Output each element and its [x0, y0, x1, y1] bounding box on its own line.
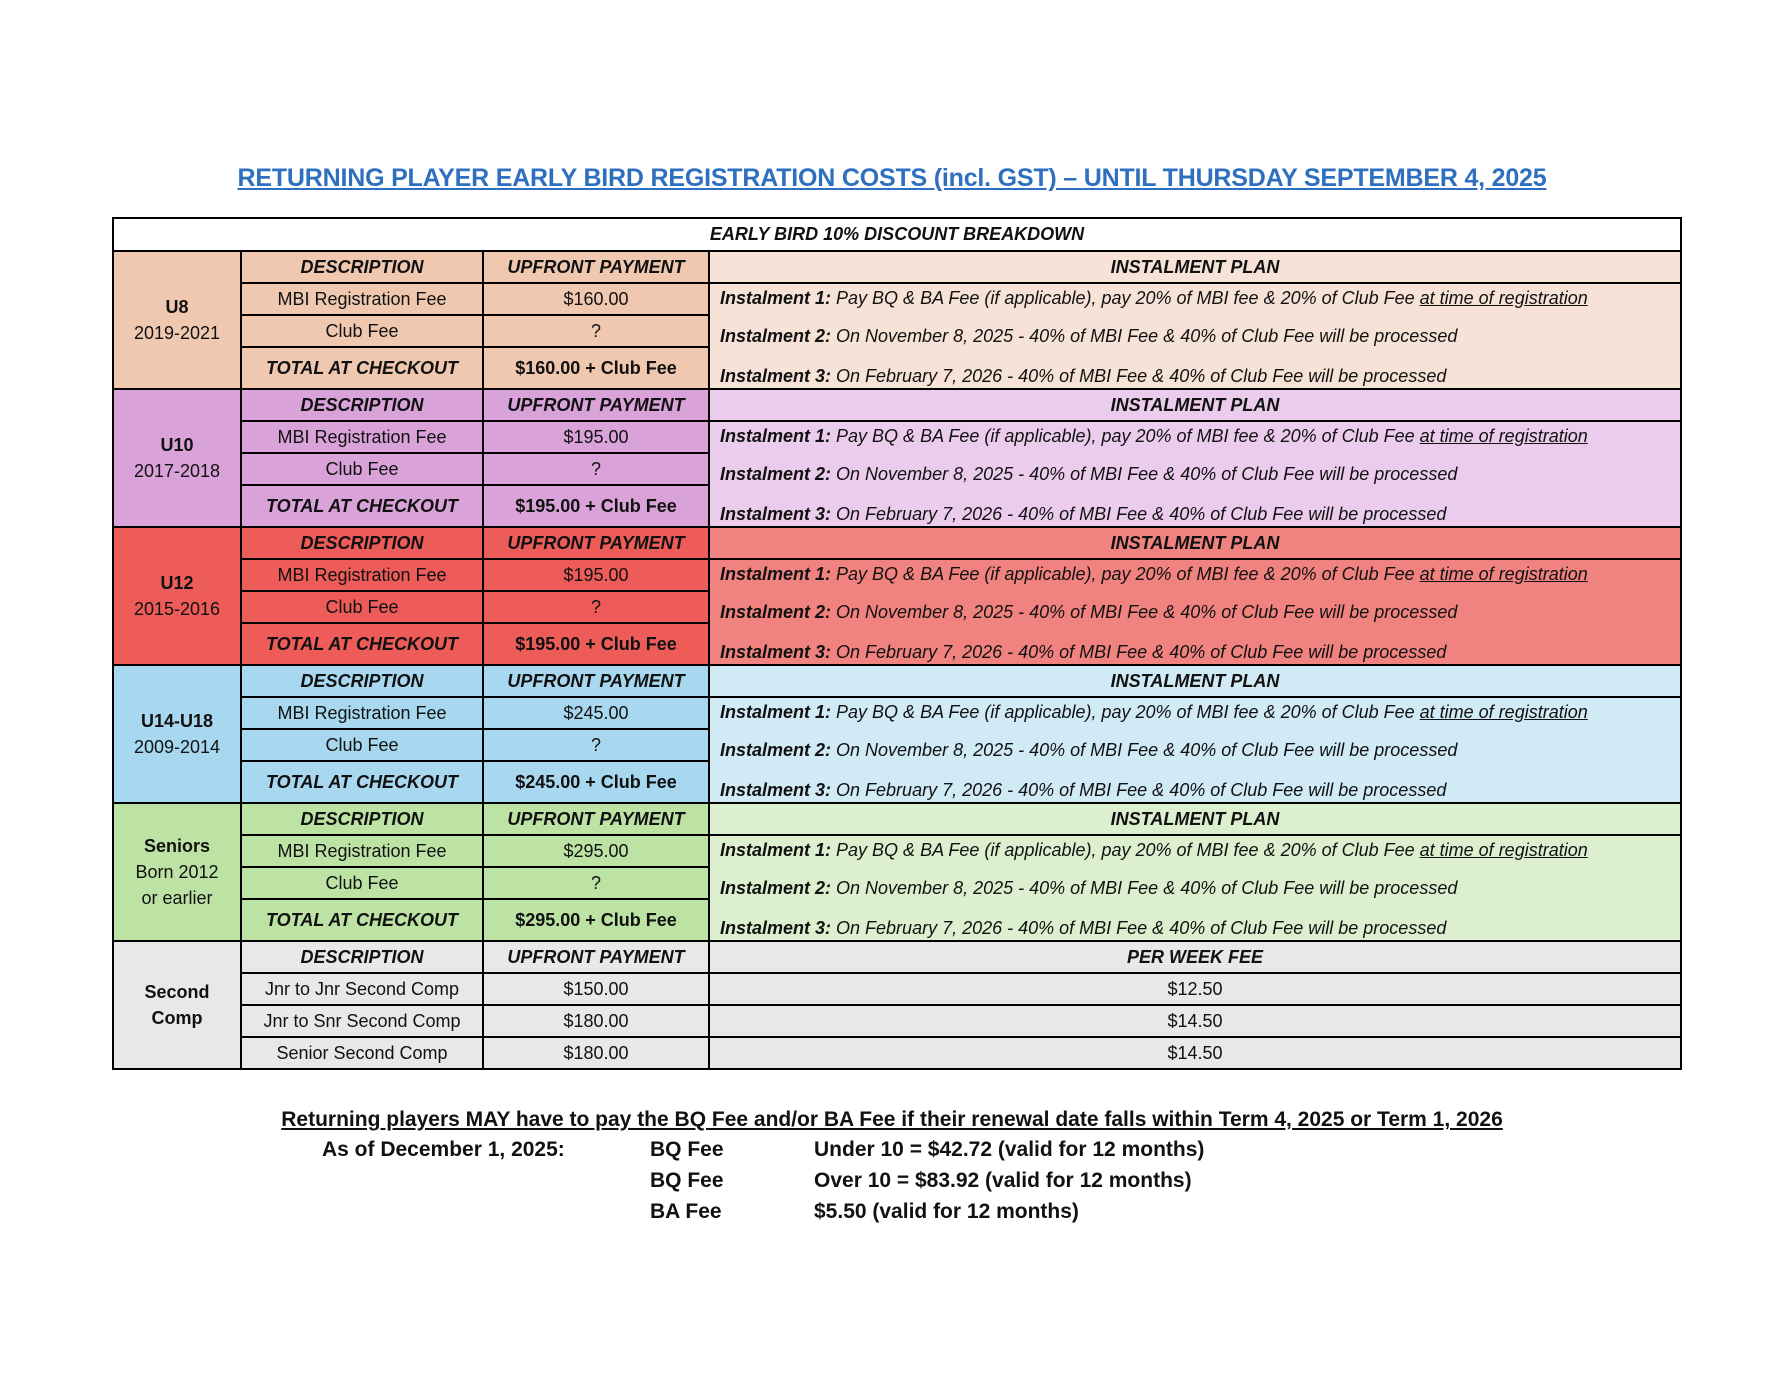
fee-value: ? — [483, 591, 709, 623]
instalment-line — [720, 326, 1670, 347]
instalment-number: Instalment 2: — [720, 464, 832, 484]
instalment-text: Pay BQ & BA Fee (if applicable), pay 20% of MBI fee & 20% of Club Fee — [831, 288, 1420, 308]
instalment-text: Pay BQ & BA Fee (if applicable), pay 20% of MBI fee & 20% of Club Fee — [831, 702, 1420, 722]
total-value: $295.00 + Club Fee — [483, 899, 709, 941]
instalment-line — [720, 780, 1670, 801]
second-comp-name: Second — [144, 982, 210, 1002]
instalment-line — [720, 918, 1670, 939]
as-of-label: As of December 1, 2025: — [322, 1138, 565, 1161]
fee-row — [113, 421, 1681, 453]
instalment-line — [720, 564, 1670, 585]
instalment-line — [720, 702, 1670, 723]
upfront-header: UPFRONT PAYMENT — [483, 665, 709, 697]
instalment-text: On November 8, 2025 - 40% of MBI Fee & 40% of Club Fee will be processed — [831, 878, 1458, 898]
fee-value: ? — [483, 315, 709, 347]
description-header: DESCRIPTION — [241, 389, 483, 421]
instalment-text: On November 8, 2025 - 40% of MBI Fee & 40% of Club Fee will be processed — [831, 740, 1458, 760]
instalment-text: On February 7, 2026 - 40% of MBI Fee & 40% of Club Fee will be processed — [831, 918, 1447, 938]
instalment-line — [720, 740, 1670, 761]
instalment-header: INSTALMENT PLAN — [709, 251, 1681, 283]
fee-label: Club Fee — [241, 315, 483, 347]
fee-name: BQ Fee — [650, 1169, 724, 1192]
total-value: $195.00 + Club Fee — [483, 485, 709, 527]
fee-label: Club Fee — [241, 453, 483, 485]
instalment-line — [720, 366, 1670, 387]
second-comp-row — [113, 1005, 1681, 1037]
instalment-header: INSTALMENT PLAN — [709, 527, 1681, 559]
description-header: DESCRIPTION — [241, 251, 483, 283]
group-header-row — [113, 389, 1681, 421]
instalment-text: On February 7, 2026 - 40% of MBI Fee & 40% of Club Fee will be processed — [831, 780, 1447, 800]
per-week-fee: $12.50 — [709, 973, 1681, 1005]
instalment-text: Pay BQ & BA Fee (if applicable), pay 20% of MBI fee & 20% of Club Fee — [831, 426, 1420, 446]
upfront-header: UPFRONT PAYMENT — [483, 251, 709, 283]
instalment-number: Instalment 2: — [720, 326, 832, 346]
instalment-line — [720, 840, 1670, 861]
fee-value: $160.00 — [483, 283, 709, 315]
fee-name: BQ Fee — [650, 1138, 724, 1161]
fee-label: MBI Registration Fee — [241, 421, 483, 453]
fee-value: $295.00 — [483, 835, 709, 867]
instalment-text: Pay BQ & BA Fee (if applicable), pay 20% of MBI fee & 20% of Club Fee — [831, 840, 1420, 860]
instalment-number: Instalment 3: — [720, 366, 832, 386]
instalment-timing: at time of registration — [1419, 840, 1588, 860]
age-group-name: U10 — [160, 435, 194, 455]
instalment-text: On February 7, 2026 - 40% of MBI Fee & 40% of Club Fee will be processed — [831, 366, 1447, 386]
fee-name: BA Fee — [650, 1200, 722, 1223]
fee-value: $195.00 — [483, 421, 709, 453]
group-header-row — [113, 803, 1681, 835]
age-group-name: U14-U18 — [140, 711, 214, 731]
group-header-row — [113, 251, 1681, 283]
fee-detail: Under 10 = $42.72 (valid for 12 months) — [814, 1138, 1205, 1161]
fee-label: MBI Registration Fee — [241, 697, 483, 729]
instalment-line — [720, 288, 1670, 309]
second-comp-row — [113, 973, 1681, 1005]
description-header: DESCRIPTION — [241, 941, 483, 973]
instalment-number: Instalment 1: — [720, 426, 832, 446]
instalment-line — [720, 642, 1670, 663]
fee-label: MBI Registration Fee — [241, 283, 483, 315]
total-label: TOTAL AT CHECKOUT — [241, 623, 483, 665]
instalment-plan — [709, 283, 1681, 389]
description-header: DESCRIPTION — [241, 527, 483, 559]
per-week-fee: $14.50 — [709, 1005, 1681, 1037]
age-group-years: 2009-2014 — [133, 737, 221, 757]
fee-note-row — [0, 1200, 1784, 1230]
instalment-plan — [709, 835, 1681, 941]
table-banner: EARLY BIRD 10% DISCOUNT BREAKDOWN — [113, 218, 1681, 251]
instalment-number: Instalment 2: — [720, 602, 832, 622]
instalment-line — [720, 878, 1670, 899]
instalment-text: On February 7, 2026 - 40% of MBI Fee & 40% of Club Fee will be processed — [831, 642, 1447, 662]
instalment-plan — [709, 421, 1681, 527]
instalment-plan — [709, 697, 1681, 803]
fee-label: MBI Registration Fee — [241, 835, 483, 867]
total-label: TOTAL AT CHECKOUT — [241, 485, 483, 527]
group-header-row — [113, 665, 1681, 697]
instalment-line — [720, 464, 1670, 485]
description-header: DESCRIPTION — [241, 665, 483, 697]
fee-note-row — [0, 1169, 1784, 1199]
description-header: DESCRIPTION — [241, 803, 483, 835]
instalment-number: Instalment 2: — [720, 740, 832, 760]
upfront-header: UPFRONT PAYMENT — [483, 527, 709, 559]
fee-label: Senior Second Comp — [241, 1037, 483, 1069]
fee-value: ? — [483, 729, 709, 761]
fee-value: $180.00 — [483, 1037, 709, 1069]
instalment-number: Instalment 1: — [720, 840, 832, 860]
instalment-text: Pay BQ & BA Fee (if applicable), pay 20% of MBI fee & 20% of Club Fee — [831, 564, 1420, 584]
upfront-header: UPFRONT PAYMENT — [483, 941, 709, 973]
fee-value: ? — [483, 867, 709, 899]
instalment-number: Instalment 2: — [720, 878, 832, 898]
age-group-cell — [113, 665, 241, 803]
instalment-plan — [709, 559, 1681, 665]
age-group-name: U12 — [160, 573, 194, 593]
instalment-line — [720, 602, 1670, 623]
age-group-years: 2017-2018 — [133, 461, 221, 481]
total-label: TOTAL AT CHECKOUT — [241, 761, 483, 803]
total-label: TOTAL AT CHECKOUT — [241, 899, 483, 941]
total-label: TOTAL AT CHECKOUT — [241, 347, 483, 389]
instalment-timing: at time of registration — [1419, 426, 1588, 446]
fee-row — [113, 559, 1681, 591]
age-group-name: Seniors — [143, 836, 211, 856]
upfront-header: UPFRONT PAYMENT — [483, 803, 709, 835]
second-comp-header-row — [113, 941, 1681, 973]
instalment-line — [720, 504, 1670, 525]
fee-label: Club Fee — [241, 867, 483, 899]
instalment-number: Instalment 3: — [720, 918, 832, 938]
fee-row — [113, 283, 1681, 315]
fee-value: $150.00 — [483, 973, 709, 1005]
instalment-number: Instalment 1: — [720, 564, 832, 584]
age-group-cell — [113, 803, 241, 941]
age-group-cell — [113, 251, 241, 389]
instalment-timing: at time of registration — [1419, 288, 1588, 308]
instalment-header: INSTALMENT PLAN — [709, 803, 1681, 835]
second-comp-cell — [113, 941, 241, 1069]
fee-row — [113, 697, 1681, 729]
second-comp-row — [113, 1037, 1681, 1069]
renewal-warning: Returning players MAY have to pay the BQ Fee and/or BA Fee if their renewal date falls within Term 4, 2025 or Term 1, 2026 — [281, 1108, 1503, 1131]
upfront-header: UPFRONT PAYMENT — [483, 389, 709, 421]
fee-table — [112, 217, 1682, 1070]
instalment-number: Instalment 3: — [720, 504, 832, 524]
fee-detail: Over 10 = $83.92 (valid for 12 months) — [814, 1169, 1192, 1192]
instalment-number: Instalment 3: — [720, 780, 832, 800]
instalment-line — [720, 426, 1670, 447]
fee-note-row — [0, 1138, 1784, 1168]
instalment-number: Instalment 1: — [720, 702, 832, 722]
age-group-years: 2019-2021 — [133, 323, 221, 343]
instalment-header: INSTALMENT PLAN — [709, 665, 1681, 697]
instalment-number: Instalment 1: — [720, 288, 832, 308]
group-header-row — [113, 527, 1681, 559]
age-group-cell — [113, 527, 241, 665]
instalment-text: On November 8, 2025 - 40% of MBI Fee & 40% of Club Fee will be processed — [831, 602, 1458, 622]
instalment-timing: at time of registration — [1419, 702, 1588, 722]
instalment-text: On November 8, 2025 - 40% of MBI Fee & 40% of Club Fee will be processed — [831, 326, 1458, 346]
age-group-years: 2015-2016 — [133, 599, 221, 619]
instalment-number: Instalment 3: — [720, 642, 832, 662]
fee-value: $195.00 — [483, 559, 709, 591]
age-group-cell — [113, 389, 241, 527]
fee-label: Club Fee — [241, 591, 483, 623]
fee-value: $180.00 — [483, 1005, 709, 1037]
instalment-header: INSTALMENT PLAN — [709, 389, 1681, 421]
fee-label: MBI Registration Fee — [241, 559, 483, 591]
total-value: $245.00 + Club Fee — [483, 761, 709, 803]
fee-value: $245.00 — [483, 697, 709, 729]
total-value: $160.00 + Club Fee — [483, 347, 709, 389]
page-title: RETURNING PLAYER EARLY BIRD REGISTRATION COSTS (incl. GST) – UNTIL THURSDAY SEPTEMBER 4, 2025 — [237, 164, 1547, 192]
total-value: $195.00 + Club Fee — [483, 623, 709, 665]
instalment-text: On February 7, 2026 - 40% of MBI Fee & 40% of Club Fee will be processed — [831, 504, 1447, 524]
per-week-fee: $14.50 — [709, 1037, 1681, 1069]
age-group-name: U8 — [165, 297, 189, 317]
fee-row — [113, 835, 1681, 867]
fee-label: Jnr to Jnr Second Comp — [241, 973, 483, 1005]
second-comp-name: Comp — [151, 1008, 203, 1028]
instalment-timing: at time of registration — [1419, 564, 1588, 584]
per-week-header: PER WEEK FEE — [709, 941, 1681, 973]
instalment-text: On November 8, 2025 - 40% of MBI Fee & 40% of Club Fee will be processed — [831, 464, 1458, 484]
fee-label: Club Fee — [241, 729, 483, 761]
age-group-years: Born 2012 — [135, 862, 219, 882]
fee-detail: $5.50 (valid for 12 months) — [814, 1200, 1079, 1223]
fee-value: ? — [483, 453, 709, 485]
age-group-years: or earlier — [141, 888, 213, 908]
fee-label: Jnr to Snr Second Comp — [241, 1005, 483, 1037]
